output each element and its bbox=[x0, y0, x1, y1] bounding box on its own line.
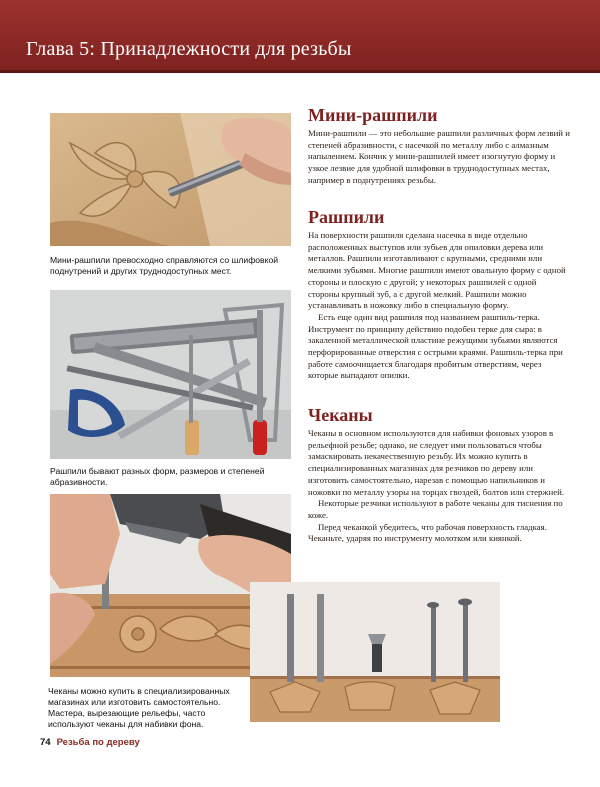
section-title-punches: Чеканы bbox=[308, 405, 373, 425]
section-punches bbox=[308, 405, 570, 545]
rasps-caption: Рашпили бывают разных форм, размеров и степеней абразивности. bbox=[50, 466, 265, 487]
page-number: 74 bbox=[40, 737, 51, 748]
section-mini-rasps bbox=[308, 105, 570, 187]
mini-rasps-paragraph: Мини-рашпили — это небольшие рашпили различных форм лезвий и степеней абразивности, с насечкой по металлу либо с алмазным напылением. Кончик у мини-рашпилей имеет изогнутую форму и узкое лезвие для удобной шлифовки в труднодоступных местах, например в поднутрениях резьбы. bbox=[308, 128, 570, 185]
section-title-mini-rasps: Мини-рашпили bbox=[308, 105, 438, 125]
rasps-photo bbox=[50, 290, 291, 459]
book-title: Резьба по дереву bbox=[56, 737, 140, 748]
punches-photo bbox=[250, 582, 500, 722]
punches-paragraph-3: Перед чеканкой убедитесь, что рабочая поверхность гладкая. Чеканьте, ударяя по инструменту молотком или киянкой. bbox=[308, 521, 547, 544]
punches-paragraph-2: Некоторые резчики используют в работе чеканы для тиснения по коже. bbox=[308, 498, 563, 520]
header-divider bbox=[0, 70, 600, 73]
page-footer bbox=[40, 737, 140, 748]
section-rasps bbox=[308, 207, 570, 382]
rasps-paragraph-1: На поверхности рашпиля сделана насечка в виде отдельно расположенных выступов или зубьев для опиловки дерева или металлов. Рашпили изготавливают с крупными, средними или мелкими зубьями. Многие рашпили имеют овальную форму с одной стороны и плоскую с другой; у некоторых рашпилей с одной стороны крупный зуб, а с другой мелкий. Рашпили можно устанавливать в ножовку либо в специальную форму. bbox=[308, 230, 566, 311]
punches-paragraph-1: Чеканы в основном используются для набивки фоновых узоров в рельефной резьбе; однако, не следует ими пользоваться чтобы замаскировать некачественную резьбу. Их можно купить в специализированных магазинах для резчиков по дереву или изготовить самостоятельно, нарезав с помощью напильников и ножовки по металлу узоры на торцах гвоздей, болтов или стержней. bbox=[308, 428, 565, 497]
punches-caption: Чеканы можно купить в специализированных магазинах или изготовить самостоятельно. Мастера, вырезающие рельефы, часто используют чеканы для набивки фона. bbox=[48, 686, 230, 729]
mini-rasp-photo bbox=[50, 113, 291, 246]
section-title-rasps: Рашпили bbox=[308, 207, 385, 227]
mini-rasp-caption: Мини-рашпили превосходно справляются со шлифовкой поднутрений и других труднодоступных мест. bbox=[50, 255, 279, 276]
chapter-title: Глава 5: Принадлежности для резьбы bbox=[26, 38, 352, 60]
rasps-paragraph-2: Есть еще один вид рашпиля под названием рашпиль-терка. Инструмент по принципу действию подобен терке для сыра: в закаленной металлической пластине режущими зубьями являются перфорированные отверстия с острыми краями. Рашпиль-терка при работе самоочищается благодаря пробитым отверстиям, через которые выпадают опилки. bbox=[308, 311, 563, 381]
